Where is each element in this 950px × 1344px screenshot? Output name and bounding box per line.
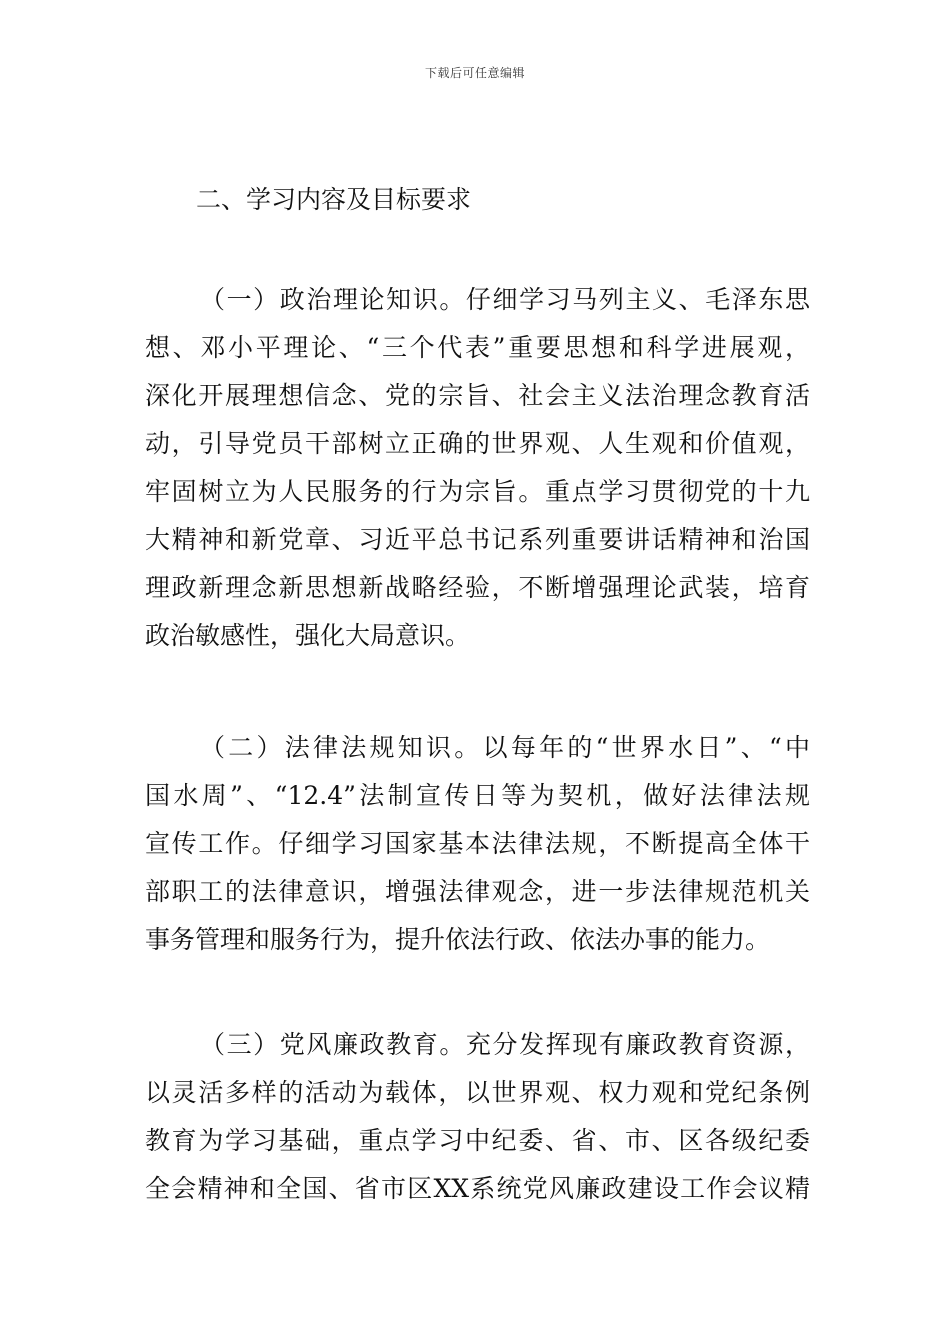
paragraph-integrity-education — [145, 1021, 810, 1213]
paragraph-line: 宣传工作。仔细学习国家基本法律法规，不断提高全体干 — [145, 829, 810, 858]
paragraph-political-theory — [145, 276, 810, 660]
paragraph-line: 政治敏感性，强化大局意识。 — [145, 621, 471, 650]
paragraph-line: 想、邓小平理论、“三个代表”重要思想和科学进展观， — [145, 333, 810, 362]
paragraph-line: 事务管理和服务行为，提升依法行政、依法办事的能力。 — [145, 925, 771, 954]
paragraph-line: （三）党风廉政教育。充分发挥现有廉政教育资源， — [200, 1030, 810, 1059]
paragraph-line: （一）政治理论知识。仔细学习马列主义、毛泽东思 — [200, 285, 810, 314]
paragraph-line: 深化开展理想信念、党的宗旨、社会主义法治理念教育活 — [145, 381, 810, 410]
section-heading: 二、学习内容及目标要求 — [196, 185, 472, 214]
paragraph-line: 牢固树立为人民服务的行为宗旨。重点学习贯彻党的十九 — [145, 477, 810, 506]
paragraph-line: 理政新理念新思想新战略经验，不断增强理论武装，培育 — [145, 573, 810, 602]
paragraph-line: 动，引导党员干部树立正确的世界观、人生观和价值观， — [145, 429, 810, 458]
paragraph-line: 国水周”、“12.4”法制宣传日等为契机，做好法律法规 — [145, 781, 810, 810]
paragraph-line: 以灵活多样的活动为载体，以世界观、权力观和党纪条例 — [145, 1078, 810, 1107]
paragraph-line: 大精神和新党章、习近平总书记系列重要讲话精神和治国 — [145, 525, 810, 554]
page-header: 下载后可任意编辑 — [424, 66, 525, 80]
paragraph-laws-regulations — [145, 724, 810, 964]
paragraph-line: 部职工的法律意识，增强法律观念，进一步法律规范机关 — [145, 877, 810, 906]
paragraph-line: （二）法律法规知识。以每年的“世界水日”、“中 — [200, 733, 810, 762]
paragraph-line: 全会精神和全国、省市区XX系统党风廉政建设工作会议精 — [145, 1174, 810, 1203]
paragraph-line: 教育为学习基础，重点学习中纪委、省、市、区各级纪委 — [145, 1126, 810, 1155]
